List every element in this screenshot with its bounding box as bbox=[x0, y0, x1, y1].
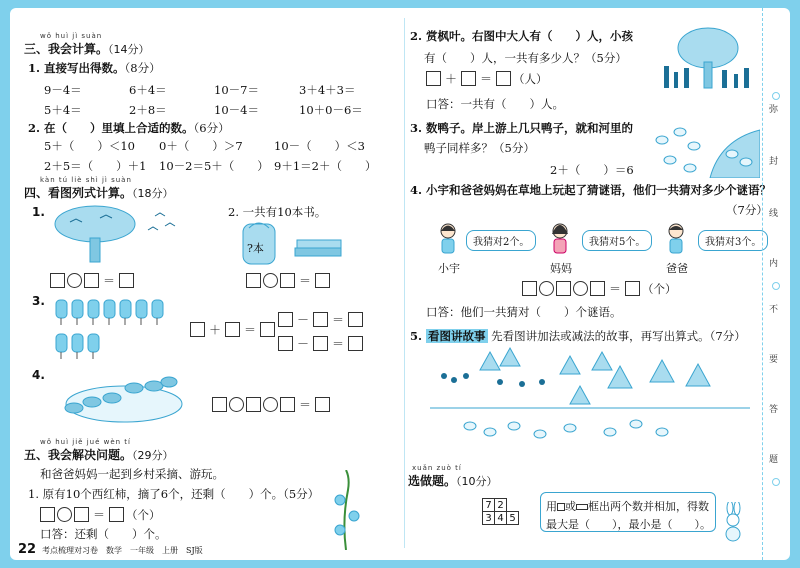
r-q3-line2: 鸭子同样多？（5分） bbox=[424, 141, 535, 155]
choose-line2: 最大是（ ），最小是（ ）。 bbox=[546, 518, 711, 531]
grid-cell[interactable]: 3 bbox=[483, 512, 495, 525]
p3-sub-row-1: － ＝ bbox=[278, 311, 363, 328]
answer-box[interactable] bbox=[590, 281, 605, 296]
side-char: 答 bbox=[769, 405, 779, 415]
side-char: 不 bbox=[769, 305, 779, 315]
grid-cell[interactable]: 5 bbox=[507, 512, 519, 525]
p3-sub-row-2: － ＝ bbox=[278, 335, 363, 352]
story-tag: 看图讲故事 bbox=[428, 329, 486, 343]
operator-circle[interactable] bbox=[539, 281, 554, 296]
tomato-vine-illustration bbox=[328, 470, 364, 550]
q1-label: 1. 直接写出得数。（8分） bbox=[28, 61, 161, 75]
sec5-heading: 五、我会解决问题。（29分） bbox=[24, 448, 174, 462]
grid-cell[interactable]: 7 bbox=[483, 499, 495, 512]
person-name-dad: 爸爸 bbox=[666, 262, 688, 275]
answer-box[interactable] bbox=[190, 322, 205, 337]
r-q2-answer: 口答：一共有（ ）人。 bbox=[426, 97, 564, 111]
q2-row2: 2＋5＝（ ）＋1 10－2＝5＋（ ） 9＋1＝2＋（ ） bbox=[44, 159, 377, 173]
answer-box[interactable] bbox=[461, 71, 476, 86]
sec4-pinyin: kàn tú liè shì jì suàn bbox=[40, 176, 132, 184]
vertical-frame-icon bbox=[557, 503, 565, 511]
operator-circle[interactable] bbox=[229, 397, 244, 412]
answer-box[interactable] bbox=[50, 273, 65, 288]
maple-tree-people-illustration bbox=[658, 24, 754, 96]
answer-box[interactable] bbox=[246, 273, 261, 288]
answer-box[interactable] bbox=[556, 281, 571, 296]
answer-box[interactable] bbox=[315, 273, 330, 288]
answer-box[interactable] bbox=[280, 397, 295, 412]
binding-margin bbox=[762, 8, 790, 560]
dad-avatar bbox=[666, 222, 686, 254]
sec3-pinyin: wǒ huì jì suàn bbox=[40, 32, 103, 40]
answer-box[interactable] bbox=[40, 507, 55, 522]
q1-row1: 9－4＝ 6＋4＝ 10－7＝ 3＋4＋3＝ bbox=[44, 83, 356, 97]
column-divider bbox=[404, 18, 405, 548]
boy-avatar bbox=[438, 222, 458, 254]
answer-box[interactable] bbox=[84, 273, 99, 288]
choose-heading: 选做题。（10分） bbox=[408, 474, 498, 488]
side-char: 弥 bbox=[769, 105, 779, 115]
answer-box[interactable] bbox=[278, 312, 293, 327]
p3-label: 3. bbox=[32, 294, 45, 308]
bag-label: ?本 bbox=[247, 242, 264, 255]
answer-box[interactable] bbox=[109, 507, 124, 522]
grid-cell[interactable]: 2 bbox=[495, 499, 507, 512]
side-char: 内 bbox=[769, 259, 779, 269]
answer-box[interactable] bbox=[280, 273, 295, 288]
sec5-pinyin: wǒ huì jiě jué wèn tí bbox=[40, 438, 131, 446]
side-char: 题 bbox=[769, 455, 779, 465]
choose-line1: 用 或 框出两个数并相加，得数 bbox=[546, 500, 709, 513]
answer-box[interactable] bbox=[426, 71, 441, 86]
speech-bubble-xiaoyu: 我猜对2个。 bbox=[466, 230, 536, 251]
r-q4-line1: 4. 小宇和爸爸妈妈在草地上玩起了猜谜语，他们一共猜对多少个谜语？ bbox=[410, 183, 772, 197]
sec4-heading: 四、看图列式计算。（18分） bbox=[24, 186, 174, 200]
side-char: 线 bbox=[769, 209, 779, 219]
operator-circle[interactable] bbox=[263, 273, 278, 288]
side-char: 封 bbox=[769, 157, 779, 167]
answer-box[interactable] bbox=[348, 336, 363, 351]
worksheet-page bbox=[10, 8, 790, 560]
grid-cell[interactable]: 4 bbox=[495, 512, 507, 525]
r-q5-line: 5. 看图讲故事 先看图讲加法或减法的故事，再写出算式。（7分） bbox=[410, 329, 746, 343]
answer-box[interactable] bbox=[260, 322, 275, 337]
page-number: 22 bbox=[18, 542, 37, 557]
answer-box[interactable] bbox=[348, 312, 363, 327]
s1-answer-row: ＝ （个） bbox=[40, 506, 161, 523]
r-q3-line1: 3. 数鸭子。岸上游上几只鸭子，就和河里的 bbox=[410, 121, 634, 135]
operator-circle[interactable] bbox=[573, 281, 588, 296]
number-grid bbox=[482, 498, 519, 525]
p1-answer-row: ＝ bbox=[50, 272, 134, 289]
deer-illustration bbox=[54, 368, 184, 426]
r-q2-line2: 有（ ）人，一共有多少人？（5分） bbox=[424, 51, 627, 65]
footer-text: 考点梳理对习卷 数学 一年级 上册 SJ版 bbox=[42, 546, 203, 555]
q2-label: 2. 在（ ）里填上合适的数。（6分） bbox=[28, 121, 230, 135]
popsicles-illustration bbox=[54, 298, 174, 360]
r-q4-answer-row: ＝ （个） bbox=[522, 280, 677, 297]
answer-box[interactable] bbox=[225, 322, 240, 337]
answer-box[interactable] bbox=[74, 507, 89, 522]
operator-circle[interactable] bbox=[57, 507, 72, 522]
r-q2-line1: 2. 赏枫叶。右图中大人有（ ）人，小孩 bbox=[410, 29, 634, 43]
r-q4-score: （7分） bbox=[726, 203, 768, 217]
answer-box[interactable] bbox=[315, 397, 330, 412]
person-name-mom: 妈妈 bbox=[550, 262, 572, 275]
p4-answer-row: ＝ bbox=[212, 396, 330, 413]
answer-box[interactable] bbox=[119, 273, 134, 288]
answer-box[interactable] bbox=[496, 71, 511, 86]
q2-row1: 5＋（ ）＜10 0＋（ ）＞7 10－（ ）＜3 bbox=[44, 139, 365, 153]
answer-box[interactable] bbox=[313, 312, 328, 327]
answer-box[interactable] bbox=[212, 397, 227, 412]
q1-row2: 5＋4＝ 2＋8＝ 10－4＝ 10＋0－6＝ bbox=[44, 103, 363, 117]
ducks-pond-illustration bbox=[650, 120, 760, 178]
s1-text: 1. 原有10个西红柿，摘了6个，还剩（ ）个。（5分） bbox=[28, 487, 320, 501]
operator-circle[interactable] bbox=[263, 397, 278, 412]
tree-birds-illustration bbox=[50, 202, 180, 264]
r-q2-answer-row: ＋ ＝ （人） bbox=[426, 70, 548, 87]
side-char: 要 bbox=[769, 355, 779, 365]
rabbit-illustration bbox=[720, 502, 746, 542]
r-q3-equation: 2＋（ ）＝6 bbox=[550, 163, 634, 177]
answer-box[interactable] bbox=[246, 397, 261, 412]
p2-label: 2. 一共有10本书。 bbox=[228, 205, 327, 219]
s1-answer: 口答：还剩（ ）个。 bbox=[40, 527, 167, 541]
p3-add-row: ＋ ＝ bbox=[190, 321, 275, 338]
speech-bubble-dad: 我猜对3个。 bbox=[698, 230, 768, 251]
answer-box[interactable] bbox=[625, 281, 640, 296]
answer-box[interactable] bbox=[522, 281, 537, 296]
horizontal-frame-icon bbox=[576, 504, 588, 510]
choose-pinyin: xuǎn zuò tí bbox=[412, 464, 462, 472]
speech-bubble-mom: 我猜对5个。 bbox=[582, 230, 652, 251]
sec3-heading: 三、我会计算。（14分） bbox=[24, 42, 150, 56]
p2-answer-row: ＝ bbox=[246, 272, 330, 289]
operator-circle[interactable] bbox=[67, 273, 82, 288]
grid-cell[interactable] bbox=[507, 499, 519, 512]
answer-box[interactable] bbox=[278, 336, 293, 351]
answer-box[interactable] bbox=[313, 336, 328, 351]
sec5-intro: 和爸爸妈妈一起到乡村采摘、游玩。 bbox=[40, 467, 224, 481]
p4-label: 4. bbox=[32, 368, 45, 382]
p1-label: 1. bbox=[32, 205, 45, 219]
story-scene-illustration bbox=[430, 346, 750, 448]
mom-avatar bbox=[550, 222, 570, 254]
r-q4-answer: 口答：他们一共猜对（ ）个谜语。 bbox=[426, 305, 622, 319]
person-name-xiaoyu: 小宇 bbox=[438, 262, 460, 275]
